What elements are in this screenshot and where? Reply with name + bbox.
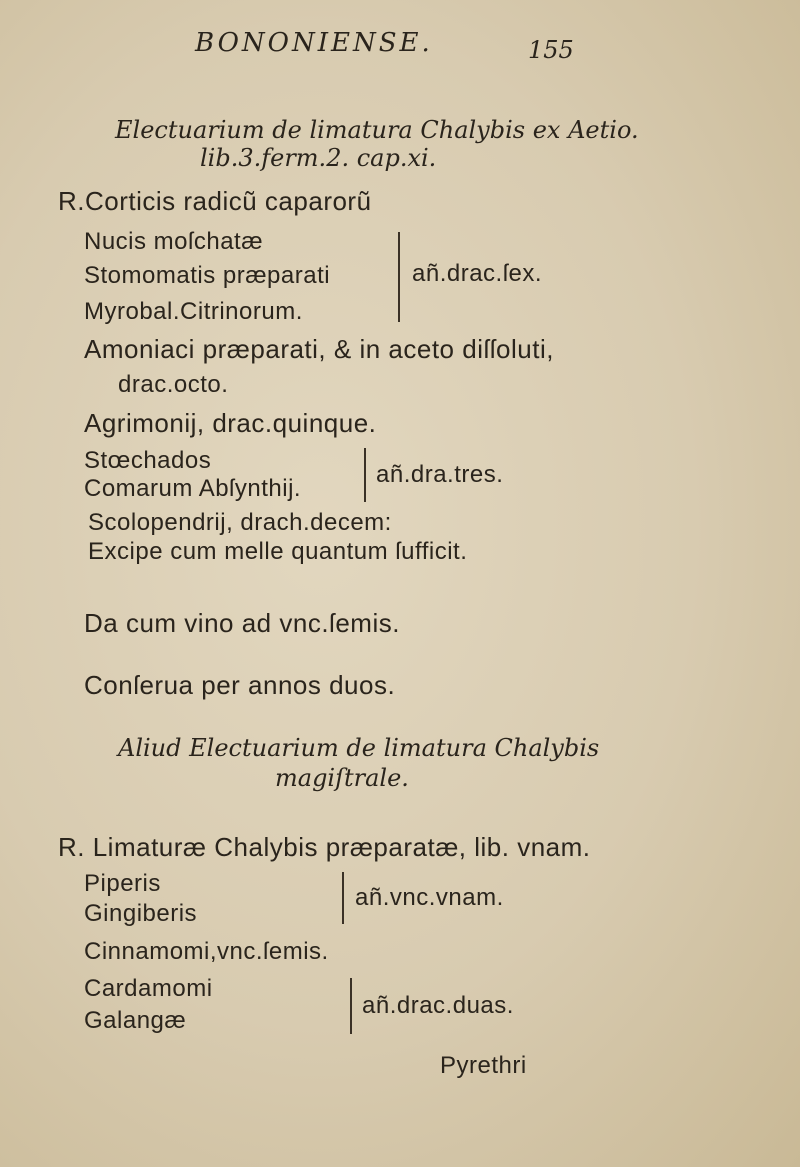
catchword: Pyrethri (440, 1052, 527, 1079)
recipe-line: Agrimonij, drac.quinque. (84, 408, 377, 438)
recipe-line: Stœchados (84, 447, 212, 474)
recipe-line: Amoniaci præparati, & in aceto diſſoluti, (84, 334, 554, 364)
recipe-line: Nucis moſchatæ (84, 228, 264, 255)
recipe-line: R. Limaturæ Chalybis præparatæ, lib. vnam. (58, 832, 591, 862)
recipe-line: Myrobal.Citrinorum. (84, 298, 303, 325)
grouping-brace (398, 232, 400, 322)
grouping-brace (342, 872, 344, 924)
recipe-line: Piperis (84, 870, 161, 897)
section-title: Aliud Electuarium de limatura Chalybis (118, 734, 600, 762)
storage-instruction: Conſerua per annos duos. (84, 670, 396, 700)
section-title: Electuarium de limatura Chalybis ex Aetio. (115, 116, 639, 144)
recipe-line: R.Corticis radicũ caparorũ (58, 186, 372, 216)
recipe-line: Excipe cum melle quantum ſufficit. (88, 538, 468, 565)
running-title: BONONIENSE. (195, 28, 433, 58)
recipe-line: Stomomatis præparati (84, 262, 331, 289)
recipe-line: Scolopendrij, drach.decem: (88, 509, 392, 536)
recipe-line: drac.octo. (118, 371, 229, 398)
brace-label: añ.dra.tres. (376, 461, 504, 488)
section-subtitle: magiſtrale. (275, 764, 409, 792)
grouping-brace (364, 448, 366, 502)
recipe-line: Cinnamomi,vnc.ſemis. (84, 938, 329, 965)
page-number: 155 (528, 36, 574, 64)
section-subtitle: lib.3.ferm.2. cap.xi. (200, 144, 437, 172)
brace-label: añ.vnc.vnam. (355, 884, 504, 911)
recipe-line: Galangæ (84, 1007, 187, 1034)
dosage-instruction: Da cum vino ad vnc.ſemis. (84, 608, 400, 638)
recipe-line: Cardamomi (84, 975, 213, 1002)
grouping-brace (350, 978, 352, 1034)
recipe-line: Gingiberis (84, 900, 198, 927)
brace-label: añ.drac.ſex. (412, 260, 543, 287)
brace-label: añ.drac.duas. (362, 992, 514, 1019)
recipe-line: Comarum Abſynthij. (84, 475, 302, 502)
